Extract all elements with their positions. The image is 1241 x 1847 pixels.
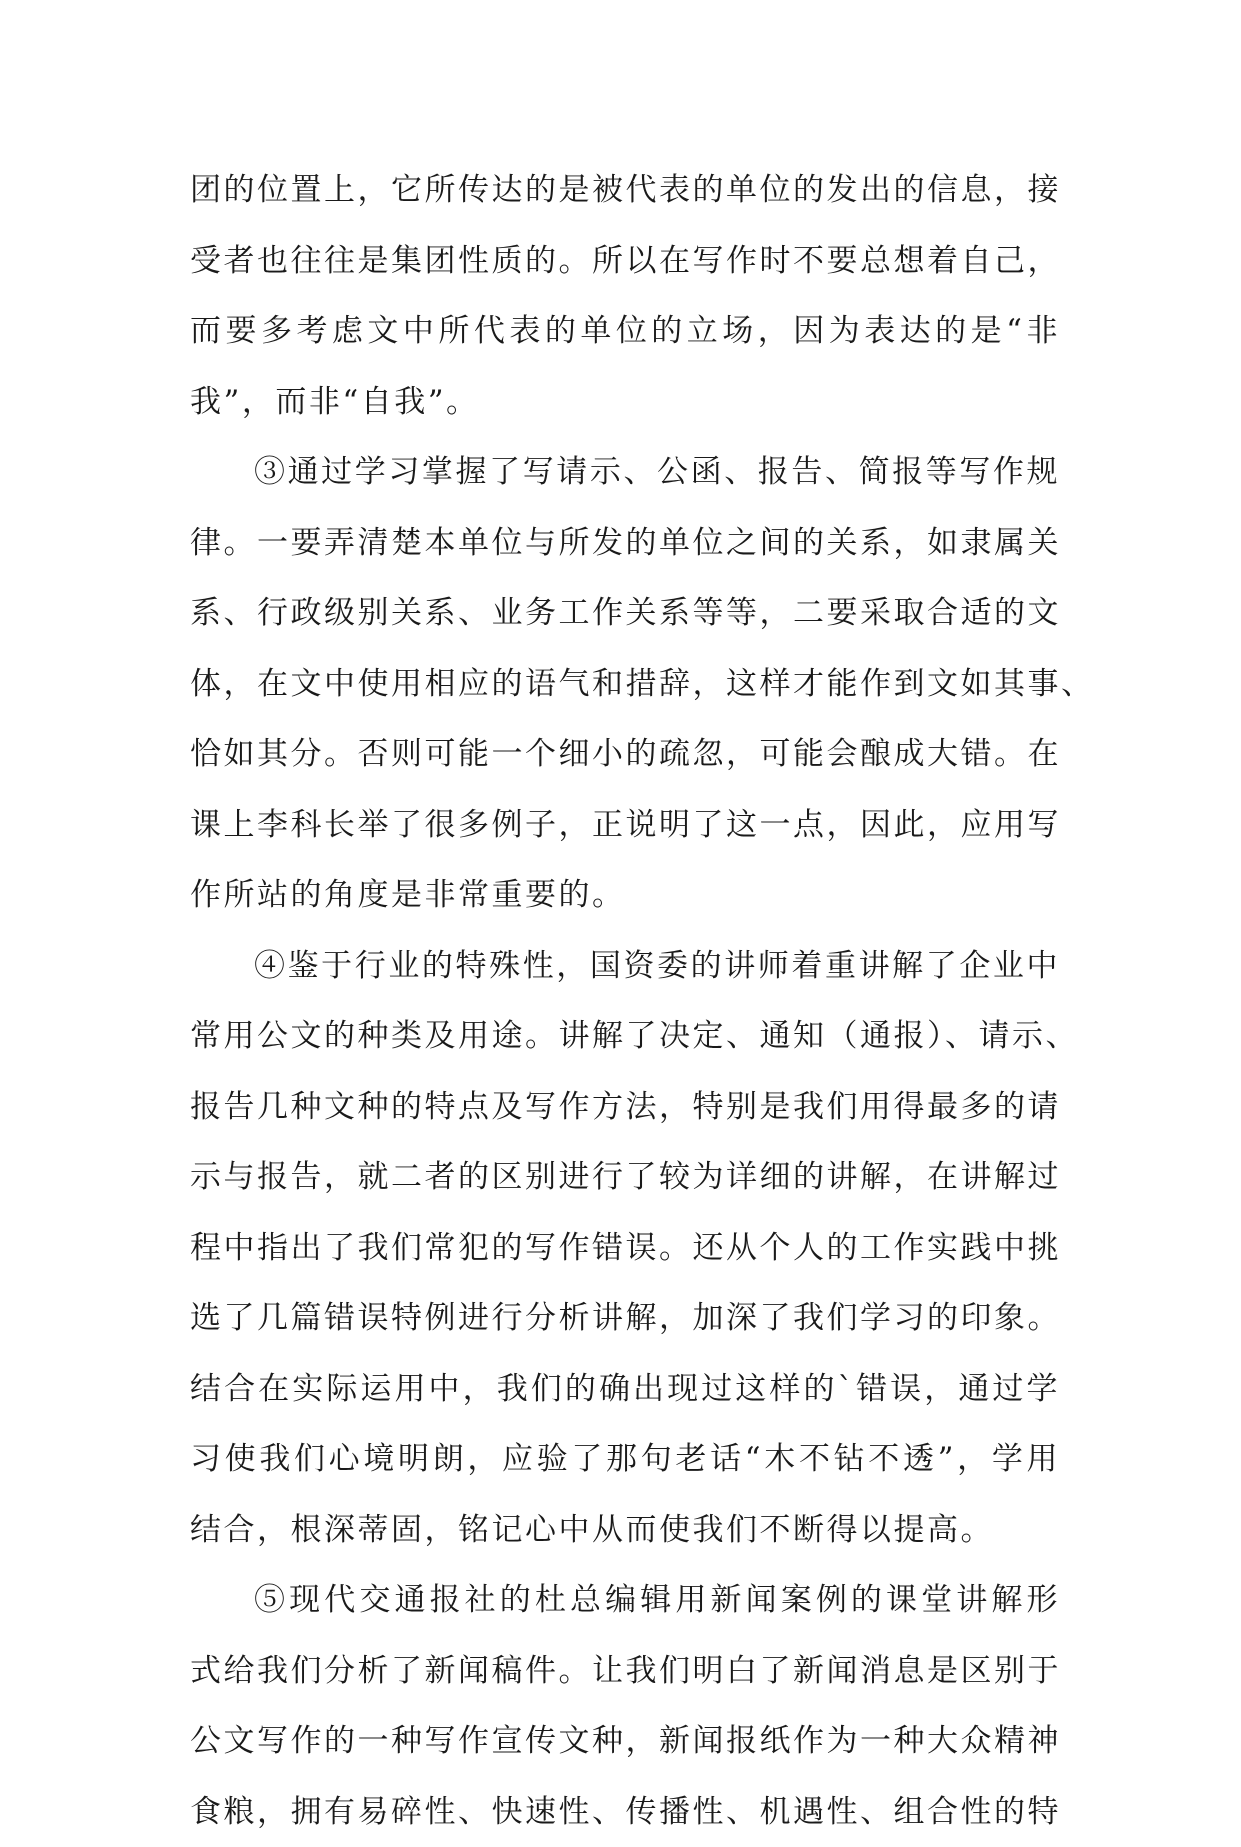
text-line: 结合在实际运用中，我们的确出现过这样的`错误，通过学 — [190, 1354, 1060, 1425]
text-line: 受者也往往是集团性质的。所以在写作时不要总想着自己， — [190, 226, 1060, 297]
text-line: 律。一要弄清楚本单位与所发的单位之间的关系，如隶属关 — [190, 508, 1060, 579]
text-line: 而要多考虑文中所代表的单位的立场，因为表达的是“非 — [190, 296, 1060, 367]
text-line: 结合，根深蒂固，铭记心中从而使我们不断得以提高。 — [190, 1495, 1060, 1566]
text-line: 体，在文中使用相应的语气和措辞，这样才能作到文如其事、 — [190, 649, 1060, 720]
text-line: ④鉴于行业的特殊性，国资委的讲师着重讲解了企业中 — [190, 931, 1060, 1002]
text-line: 系、行政级别关系、业务工作关系等等，二要采取合适的文 — [190, 578, 1060, 649]
text-line: 食粮，拥有易碎性、快速性、传播性、机遇性、组合性的特 — [190, 1777, 1060, 1847]
text-line: 恰如其分。否则可能一个细小的疏忽，可能会酿成大错。在 — [190, 719, 1060, 790]
text-line: ⑤现代交通报社的杜总编辑用新闻案例的课堂讲解形 — [190, 1565, 1060, 1636]
text-line: 式给我们分析了新闻稿件。让我们明白了新闻消息是区别于 — [190, 1636, 1060, 1707]
text-line: 选了几篇错误特例进行分析讲解，加深了我们学习的印象。 — [190, 1283, 1060, 1354]
text-line: 公文写作的一种写作宣传文种，新闻报纸作为一种大众精神 — [190, 1706, 1060, 1777]
text-line: ③通过学习掌握了写请示、公函、报告、简报等写作规 — [190, 437, 1060, 508]
text-line: 课上李科长举了很多例子，正说明了这一点，因此，应用写 — [190, 790, 1060, 861]
text-line: 习使我们心境明朗，应验了那句老话“木不钻不透”，学用 — [190, 1424, 1060, 1495]
text-line: 报告几种文种的特点及写作方法，特别是我们用得最多的请 — [190, 1072, 1060, 1143]
text-line: 程中指出了我们常犯的写作错误。还从个人的工作实践中挑 — [190, 1213, 1060, 1284]
text-line: 作所站的角度是非常重要的。 — [190, 860, 1060, 931]
text-line: 示与报告，就二者的区别进行了较为详细的讲解，在讲解过 — [190, 1142, 1060, 1213]
text-line: 常用公文的种类及用途。讲解了决定、通知（通报）、请示、 — [190, 1001, 1060, 1072]
text-line: 团的位置上，它所传达的是被代表的单位的发出的信息，接 — [190, 155, 1060, 226]
document-page — [190, 155, 1060, 1847]
text-line: 我”，而非“自我”。 — [190, 367, 1060, 438]
